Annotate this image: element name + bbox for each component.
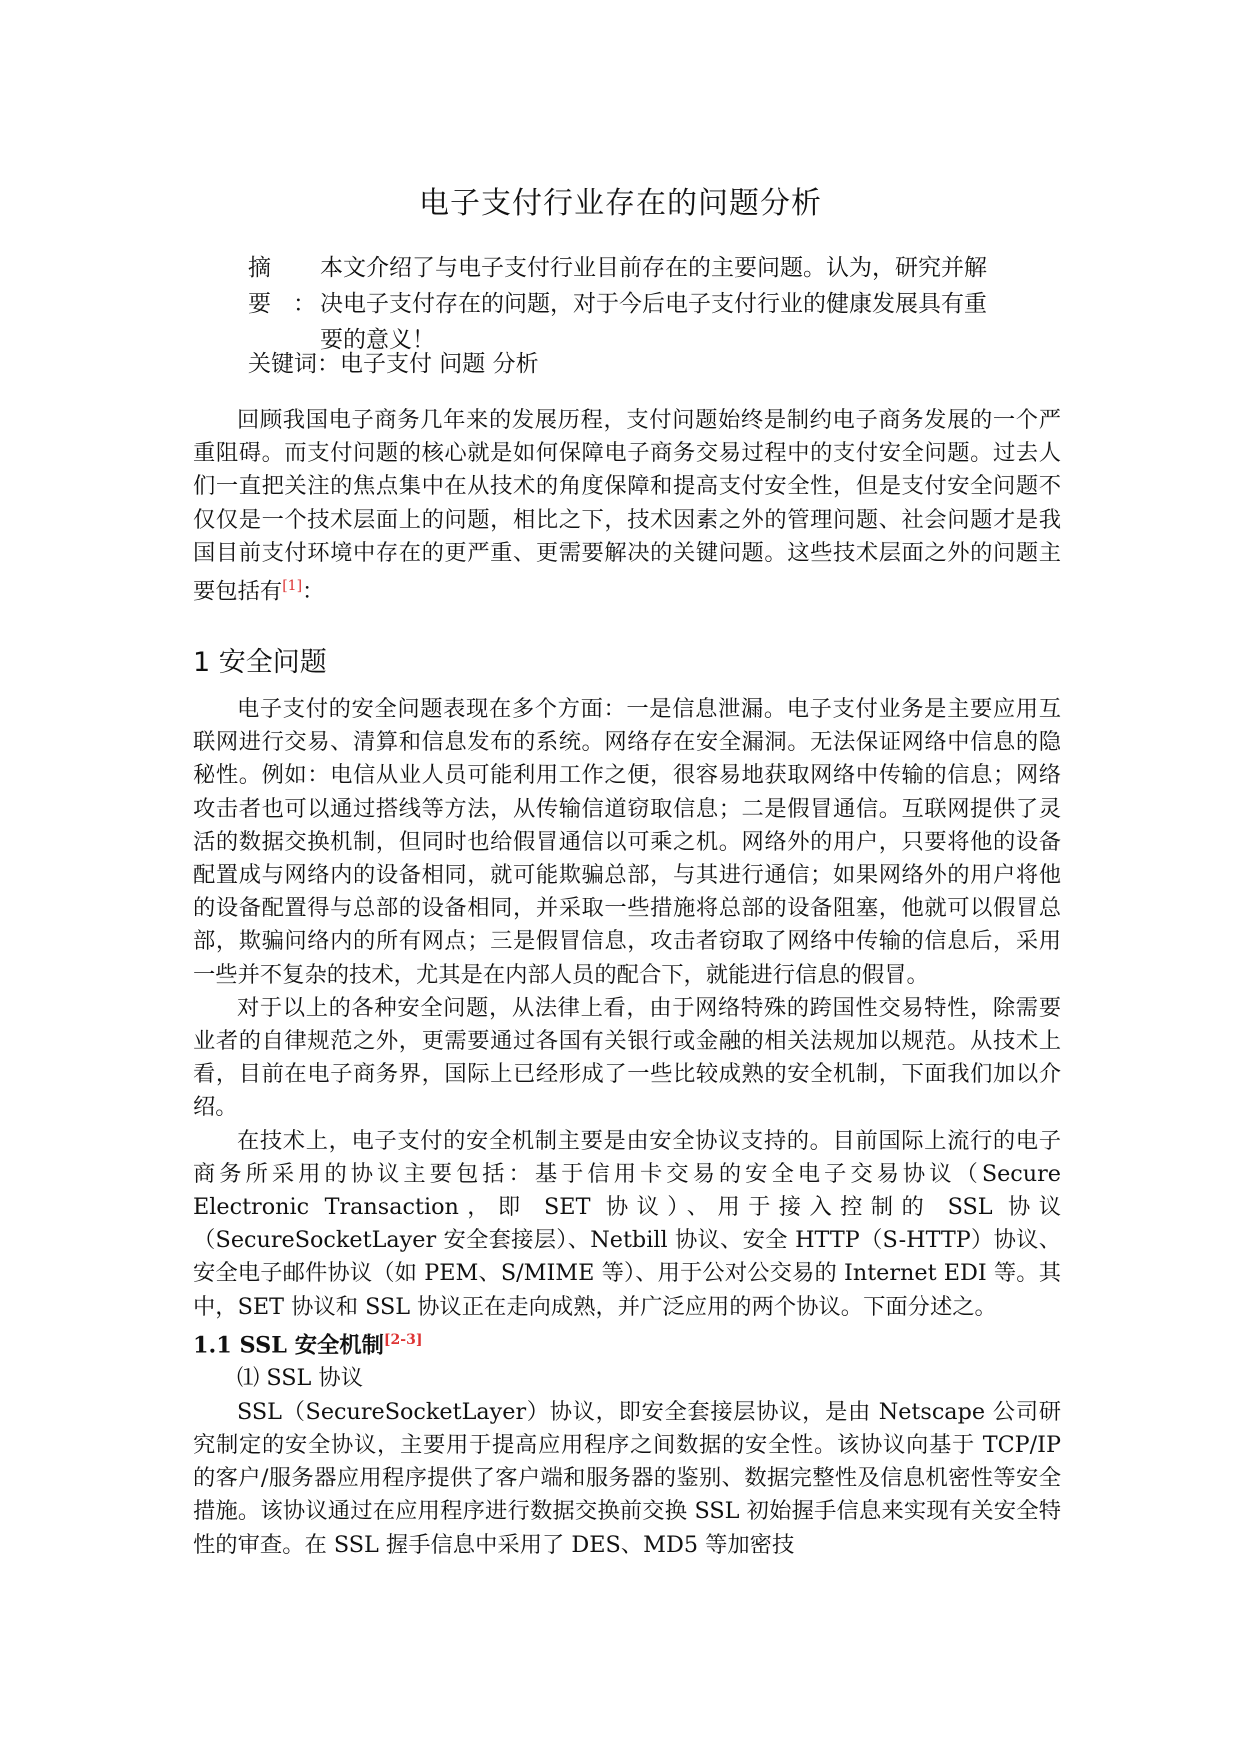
section1-paragraph-1: 电子支付的安全问题表现在多个方面：一是信息泄漏。电子支付业务是主要应用互联网进行交易、清算和信息发布的系统。网络存在安全漏洞。无法保证网络中信息的隐秘性。例如：电信从业人员可能利用工作之便，很容易地获取网络中传输的信息；网络攻击者也可以通过搭线等方法，从传输信道窃取信息；二是假冒通信。互联网提供了灵活的数据交换机制，但同时也给假冒通信以可乘之机。网络外的用户，只要将他的设备配置成与网络内的设备相同，就可能欺骗总部，与其进行通信；如果网络外的用户将他的设备配置得与总部的设备相同，并采取一些措施将总部的设备阻塞，他就可以假冒总部，欺骗问络内的所有网点；三是假冒信息，攻击者窃取了网络中传输的信息后，采用一些并不复杂的技术，尤其是在内部人员的配合下，就能进行信息的假冒。 xyxy=(193,696,1061,988)
subsection-heading-text: 1.1 SSL 安全机制 xyxy=(193,1332,384,1359)
section1-paragraph-2: 对于以上的各种安全问题，从法律上看，由于网络特殊的跨国性交易特性，除需要业者的自律规范之外，更需要通过各国有关银行或金融的相关法规加以规范。从技术上看，目前在电子商务界，国际上已经形成了一些比较成熟的安全机制，下面我们加以介绍。 xyxy=(193,994,1061,1121)
list-item: ⑴ SSL 协议 xyxy=(237,1365,364,1392)
keywords-label: 关键词： xyxy=(248,351,340,377)
intro-paragraph xyxy=(193,404,1061,609)
section-heading-1: 1 安全问题 xyxy=(193,647,327,678)
abstract-text: 本文介绍了与电子支付行业目前存在的主要问题。认为，研究并解决电子支付存在的问题，对于今后电子支付行业的健康发展具有重要的意义！ xyxy=(320,255,987,353)
section1-body xyxy=(193,693,1061,1562)
section1-1-paragraph-1: SSL（SecureSocketLayer）协议，即安全套接层协议，是由 Netscape 公司研究制定的安全协议，主要用于提高应用程序之间数据的安全性。该协议向基于 TCP/IP 的客户/服务器应用程序提供了客户端和服务器的鉴别、数据完整性及信息机密性等安全措施。该协议通过在应用程序进行数据交换前交换 SSL 初始握手信息来实现有关安全特性的审查。在 SSL 握手信息中采用了 DES、MD5 等加密技 xyxy=(193,1398,1061,1558)
subsection-heading-1-1 xyxy=(193,1324,1061,1363)
intro-end: ： xyxy=(302,578,325,605)
intro-text: 回顾我国电子商务几年来的发展历程，支付问题始终是制约电子商务发展的一个严重阻碍。而支付问题的核心就是如何保障电子商务交易过程中的支付安全问题。过去人们一直把关注的焦点集中在从技术的角度保障和提高支付安全性，但是支付安全问题不仅仅是一个技术层面上的问题，相比之下，技术因素之外的管理问题、社会问题才是我国目前支付环境中存在的更严重、更需要解决的关键问题。这些技术层面之外的问题主要包括有 xyxy=(193,407,1061,605)
keywords-text: 电子支付 问题 分析 xyxy=(340,351,539,377)
intro-block xyxy=(193,404,1061,609)
abstract xyxy=(248,250,1008,358)
citation-ref[interactable]: [1] xyxy=(282,578,303,595)
section1-paragraph-3: 在技术上，电子支付的安全机制主要是由安全协议支持的。目前国际上流行的电子商务所采用的协议主要包括：基于信用卡交易的安全电子交易协议（Secure Electronic Transaction，即 SET 协议）、用于接入控制的 SSL 协议（SecureSocketLayer 安全套接层）、Netbill 协议、安全 HTTP（S-HTTP）协议、安全电子邮件协议（如 PEM、S/MIME 等）、用于公对公交易的 Internet EDI 等。其中，SET 协议和 SSL 协议正在走向成熟，并广泛应用的两个协议。下面分述之。 xyxy=(193,1127,1061,1320)
keywords xyxy=(248,346,539,382)
abstract-label: 摘 要： xyxy=(248,255,338,317)
citation-ref[interactable]: [2-3] xyxy=(383,1331,423,1348)
paper-title: 电子支付行业存在的问题分析 xyxy=(419,186,822,221)
